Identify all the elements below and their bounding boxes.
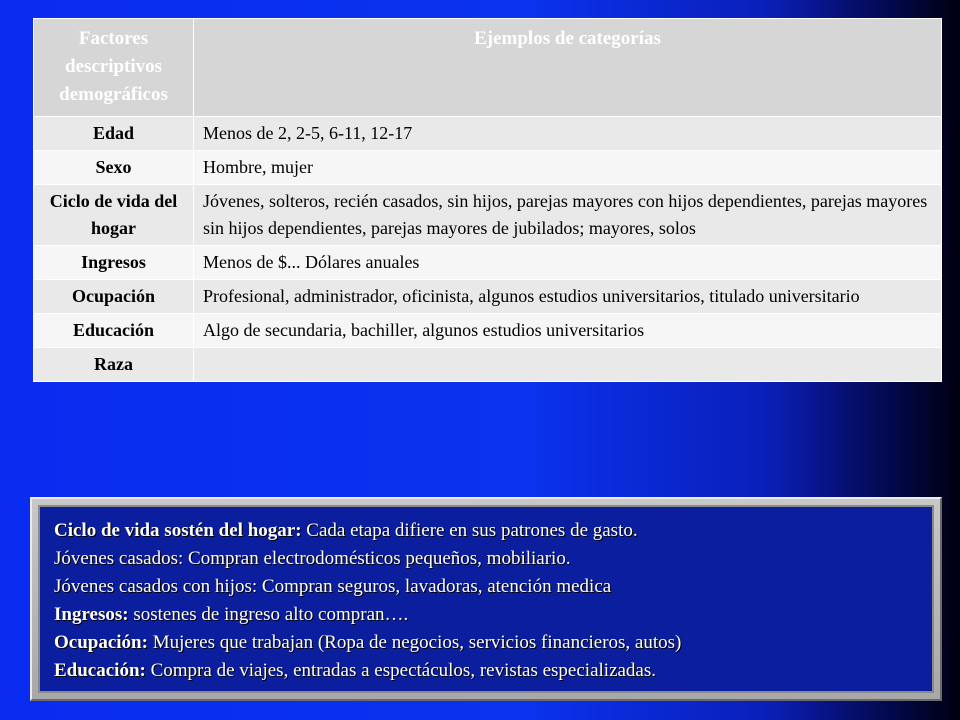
- header-factors: Factores descriptivos demográficos: [34, 19, 194, 117]
- factor-cell: Educación: [34, 314, 194, 348]
- examples-cell: Hombre, mujer: [194, 151, 942, 185]
- note-label: Educación:: [54, 660, 146, 681]
- examples-cell: [194, 348, 942, 382]
- table-row: [34, 314, 942, 348]
- notes-content: [38, 505, 934, 693]
- factor-cell: Raza: [34, 348, 194, 382]
- examples-cell: Jóvenes, solteros, recién casados, sin hijos, parejas mayores con hijos dependientes, parejas mayores sin hijos dependientes, parejas mayores de jubilados; mayores, solos: [194, 185, 942, 246]
- examples-cell: Algo de secundaria, bachiller, algunos estudios universitarios: [194, 314, 942, 348]
- table-header: [34, 19, 942, 117]
- factor-cell: Ocupación: [34, 280, 194, 314]
- note-line: [54, 657, 920, 685]
- header-examples: Ejemplos de categorías: [194, 19, 942, 117]
- table-body: [34, 117, 942, 382]
- note-text: Mujeres que trabajan (Ropa de negocios, servicios financieros, autos): [147, 632, 682, 653]
- factor-cell: Ciclo de vida del hogar: [34, 185, 194, 246]
- note-label: Ciclo de vida sostén del hogar:: [54, 520, 302, 541]
- note-text: Cada etapa difiere en sus patrones de gasto.: [301, 520, 638, 541]
- note-label: Ocupación:: [54, 632, 148, 653]
- note-line: [54, 573, 920, 601]
- demographic-factors-table: [33, 18, 942, 382]
- table-row: [34, 348, 942, 382]
- table-row: [34, 151, 942, 185]
- table-row: [34, 246, 942, 280]
- note-text: Compra de viajes, entradas a espectáculos, revistas especializadas.: [145, 660, 657, 681]
- note-line: [54, 517, 920, 545]
- note-line: [54, 601, 920, 629]
- examples-cell: Menos de 2, 2-5, 6-11, 12-17: [194, 117, 942, 151]
- note-line: [54, 545, 920, 573]
- factor-cell: Ingresos: [34, 246, 194, 280]
- table-header-row: [34, 19, 942, 117]
- table-row: [34, 117, 942, 151]
- factor-cell: Edad: [34, 117, 194, 151]
- examples-cell: Profesional, administrador, oficinista, algunos estudios universitarios, titulado universitario: [194, 280, 942, 314]
- table-row: [34, 185, 942, 246]
- examples-cell: Menos de $... Dólares anuales: [194, 246, 942, 280]
- factor-cell: Sexo: [34, 151, 194, 185]
- note-label: Ingresos:: [54, 604, 129, 625]
- note-text: sostenes de ingreso alto compran….: [128, 604, 409, 625]
- table-row: [34, 280, 942, 314]
- note-text: Jóvenes casados: Compran electrodomésticos pequeños, mobiliario.: [54, 548, 571, 569]
- notes-box: [30, 497, 942, 701]
- note-text: Jóvenes casados con hijos: Compran seguros, lavadoras, atención medica: [54, 576, 612, 597]
- note-line: [54, 629, 920, 657]
